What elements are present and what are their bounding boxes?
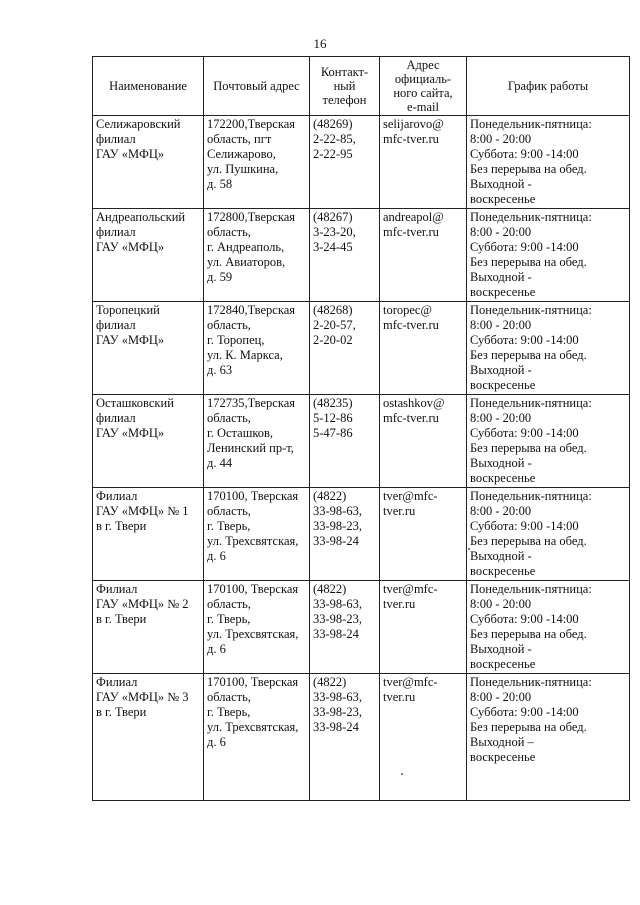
cell-address-line: 170100, Тверская bbox=[207, 489, 299, 503]
cell-schedule-line: Без перерыва на обед. bbox=[470, 255, 587, 269]
cell-schedule-line: Понедельник-пятница: bbox=[470, 675, 592, 689]
cell-phone-line: 2-22-95 bbox=[313, 147, 353, 161]
cell-website bbox=[380, 209, 467, 302]
cell-name-line: филиал bbox=[96, 411, 136, 425]
cell-phone-line: 5-47-86 bbox=[313, 426, 353, 440]
cell-address-line: область, bbox=[207, 690, 251, 704]
header-phone-line: ный bbox=[333, 79, 356, 93]
cell-address-line: ул. Авиаторов, bbox=[207, 255, 286, 269]
cell-schedule-line: воскресенье bbox=[470, 564, 536, 578]
cell-schedule-line: Суббота: 9:00 -14:00 bbox=[470, 333, 579, 347]
cell-schedule-line: Понедельник-пятница: bbox=[470, 396, 592, 410]
header-schedule: График работы bbox=[467, 57, 630, 116]
cell-schedule bbox=[467, 116, 630, 209]
branch-table bbox=[92, 56, 630, 801]
cell-phone-line: 2-20-57, bbox=[313, 318, 356, 332]
table-row bbox=[93, 674, 630, 801]
cell-schedule-line: Выходной - bbox=[470, 642, 532, 656]
cell-address-line: область, bbox=[207, 504, 251, 518]
cell-website bbox=[380, 116, 467, 209]
cell-website bbox=[380, 488, 467, 581]
table-row bbox=[93, 302, 630, 395]
cell-schedule-line: Понедельник-пятница: bbox=[470, 489, 592, 503]
cell-name-line: Андреапольский bbox=[96, 210, 186, 224]
cell-schedule-line: Выходной - bbox=[470, 456, 532, 470]
cell-name-line: ГАУ «МФЦ» № 1 bbox=[96, 504, 189, 518]
cell-schedule-line: Понедельник-пятница: bbox=[470, 210, 592, 224]
cell-schedule-line: Без перерыва на обед. bbox=[470, 627, 587, 641]
cell-phone-line: 33-98-63, bbox=[313, 504, 362, 518]
cell-phone-line: 33-98-63, bbox=[313, 690, 362, 704]
header-website-line: Адрес bbox=[406, 58, 440, 72]
cell-name-line: Филиал bbox=[96, 489, 138, 503]
cell-address-line: 170100, Тверская bbox=[207, 675, 299, 689]
cell-address-line: Ленинский пр-т, bbox=[207, 441, 294, 455]
page-number: 16 bbox=[313, 36, 327, 51]
cell-schedule-line: 8:00 - 20:00 bbox=[470, 411, 532, 425]
cell-address-line: д. 6 bbox=[207, 549, 226, 563]
cell-schedule bbox=[467, 581, 630, 674]
cell-name-line: ГАУ «МФЦ» bbox=[96, 426, 165, 440]
cell-address-line: д. 6 bbox=[207, 642, 226, 656]
cell-address-line: ул. Трехсвятская, bbox=[207, 720, 299, 734]
table-row bbox=[93, 116, 630, 209]
cell-schedule-line: Выходной - bbox=[470, 270, 532, 284]
table-row bbox=[93, 581, 630, 674]
cell-website bbox=[380, 674, 467, 801]
scan-speck bbox=[401, 773, 403, 775]
cell-phone-line: 33-98-23, bbox=[313, 612, 362, 626]
header-website-line: официаль- bbox=[394, 72, 452, 86]
cell-phone-line: (4822) bbox=[313, 489, 347, 503]
cell-phone-line: 3-24-45 bbox=[313, 240, 353, 254]
cell-phone-line: 33-98-23, bbox=[313, 705, 362, 719]
cell-schedule-line: Понедельник-пятница: bbox=[470, 582, 592, 596]
cell-phone bbox=[310, 581, 380, 674]
cell-address bbox=[204, 116, 310, 209]
cell-schedule bbox=[467, 674, 630, 801]
cell-schedule bbox=[467, 488, 630, 581]
cell-schedule-line: Понедельник-пятница: bbox=[470, 303, 592, 317]
cell-phone-line: (48235) bbox=[313, 396, 353, 410]
cell-address-line: 170100, Тверская bbox=[207, 582, 299, 596]
cell-address-line: д. 63 bbox=[207, 363, 233, 377]
cell-phone-line: (4822) bbox=[313, 675, 347, 689]
scan-speck bbox=[468, 548, 470, 550]
table-row bbox=[93, 209, 630, 302]
header-name: Наименование bbox=[93, 57, 204, 116]
header-website-line: e-mail bbox=[407, 100, 439, 114]
cell-name bbox=[93, 581, 204, 674]
cell-phone-line: 33-98-63, bbox=[313, 597, 362, 611]
cell-name bbox=[93, 302, 204, 395]
cell-phone bbox=[310, 116, 380, 209]
cell-schedule-line: Суббота: 9:00 -14:00 bbox=[470, 519, 579, 533]
cell-schedule bbox=[467, 395, 630, 488]
cell-schedule-line: воскресенье bbox=[470, 750, 536, 764]
cell-phone bbox=[310, 488, 380, 581]
cell-schedule-line: Без перерыва на обед. bbox=[470, 441, 587, 455]
header-phone bbox=[310, 57, 380, 116]
table-header-row bbox=[93, 57, 630, 116]
cell-name-line: Осташковский bbox=[96, 396, 174, 410]
cell-schedule-line: Суббота: 9:00 -14:00 bbox=[470, 147, 579, 161]
cell-name-line: филиал bbox=[96, 318, 136, 332]
cell-website-line: ostashkov@ bbox=[383, 396, 445, 410]
table-body bbox=[93, 116, 630, 801]
cell-address bbox=[204, 395, 310, 488]
cell-name-line: Торопецкий bbox=[96, 303, 160, 317]
cell-name-line: филиал bbox=[96, 132, 136, 146]
cell-schedule-line: 8:00 - 20:00 bbox=[470, 597, 532, 611]
cell-name-line: Филиал bbox=[96, 582, 138, 596]
cell-name bbox=[93, 395, 204, 488]
cell-schedule-line: Выходной – bbox=[470, 735, 534, 749]
cell-schedule-line: 8:00 - 20:00 bbox=[470, 318, 532, 332]
cell-phone-line: 2-22-85, bbox=[313, 132, 356, 146]
cell-schedule-line: 8:00 - 20:00 bbox=[470, 504, 532, 518]
cell-address-line: г. Тверь, bbox=[207, 705, 251, 719]
cell-schedule bbox=[467, 209, 630, 302]
cell-phone-line: (48267) bbox=[313, 210, 353, 224]
cell-name-line: ГАУ «МФЦ» bbox=[96, 240, 165, 254]
cell-website-line: mfc-tver.ru bbox=[383, 225, 439, 239]
cell-address-line: 172800,Тверская bbox=[207, 210, 295, 224]
cell-address-line: ул. Трехсвятская, bbox=[207, 627, 299, 641]
cell-phone-line: 3-23-20, bbox=[313, 225, 356, 239]
cell-schedule-line: Суббота: 9:00 -14:00 bbox=[470, 705, 579, 719]
cell-phone-line: 2-20-02 bbox=[313, 333, 353, 347]
cell-address-line: область, bbox=[207, 318, 251, 332]
cell-name-line: ГАУ «МФЦ» № 3 bbox=[96, 690, 189, 704]
cell-website-line: tver.ru bbox=[383, 597, 416, 611]
cell-schedule-line: Без перерыва на обед. bbox=[470, 534, 587, 548]
cell-address-line: ул. К. Маркса, bbox=[207, 348, 283, 362]
cell-schedule-line: Выходной - bbox=[470, 363, 532, 377]
cell-schedule-line: воскресенье bbox=[470, 657, 536, 671]
cell-address-line: Селижарово, bbox=[207, 147, 276, 161]
cell-website bbox=[380, 302, 467, 395]
cell-name-line: в г. Твери bbox=[96, 612, 147, 626]
cell-name-line: филиал bbox=[96, 225, 136, 239]
cell-schedule-line: воскресенье bbox=[470, 285, 536, 299]
cell-address-line: 172735,Тверская bbox=[207, 396, 295, 410]
cell-website-line: tver@mfc- bbox=[383, 489, 438, 503]
cell-website-line: tver.ru bbox=[383, 504, 416, 518]
cell-name-line: ГАУ «МФЦ» № 2 bbox=[96, 597, 189, 611]
cell-address-line: д. 58 bbox=[207, 177, 233, 191]
cell-schedule-line: 8:00 - 20:00 bbox=[470, 225, 532, 239]
cell-address-line: г. Андреаполь, bbox=[207, 240, 285, 254]
cell-website-line: mfc-tver.ru bbox=[383, 411, 439, 425]
cell-schedule bbox=[467, 302, 630, 395]
cell-address-line: г. Торопец, bbox=[207, 333, 265, 347]
cell-address-line: ул. Трехсвятская, bbox=[207, 534, 299, 548]
header-address: Почтовый адрес bbox=[204, 57, 310, 116]
cell-address bbox=[204, 488, 310, 581]
cell-name-line: Селижаровский bbox=[96, 117, 181, 131]
cell-phone-line: 33-98-24 bbox=[313, 720, 359, 734]
cell-schedule-line: воскресенье bbox=[470, 378, 536, 392]
cell-name-line: ГАУ «МФЦ» bbox=[96, 333, 165, 347]
cell-address-line: область, bbox=[207, 225, 251, 239]
cell-phone-line: 5-12-86 bbox=[313, 411, 353, 425]
cell-website bbox=[380, 395, 467, 488]
cell-schedule-line: Без перерыва на обед. bbox=[470, 720, 587, 734]
cell-address bbox=[204, 674, 310, 801]
cell-name-line: ГАУ «МФЦ» bbox=[96, 147, 165, 161]
cell-phone-line: 33-98-24 bbox=[313, 627, 359, 641]
table-row bbox=[93, 395, 630, 488]
cell-phone bbox=[310, 674, 380, 801]
cell-name bbox=[93, 209, 204, 302]
cell-website-line: toropec@ bbox=[383, 303, 432, 317]
cell-website bbox=[380, 581, 467, 674]
cell-address-line: г. Тверь, bbox=[207, 519, 251, 533]
cell-address-line: д. 44 bbox=[207, 456, 233, 470]
cell-website-line: tver@mfc- bbox=[383, 582, 438, 596]
cell-phone-line: 33-98-23, bbox=[313, 519, 362, 533]
cell-address-line: г. Тверь, bbox=[207, 612, 251, 626]
cell-website-line: tver.ru bbox=[383, 690, 416, 704]
cell-schedule-line: Суббота: 9:00 -14:00 bbox=[470, 426, 579, 440]
cell-name bbox=[93, 116, 204, 209]
cell-address bbox=[204, 581, 310, 674]
cell-schedule-line: воскресенье bbox=[470, 192, 536, 206]
cell-address bbox=[204, 209, 310, 302]
cell-name bbox=[93, 674, 204, 801]
cell-schedule-line: Понедельник-пятница: bbox=[470, 117, 592, 131]
cell-website-line: tver@mfc- bbox=[383, 675, 438, 689]
cell-schedule-line: Без перерыва на обед. bbox=[470, 162, 587, 176]
cell-schedule-line: Без перерыва на обед. bbox=[470, 348, 587, 362]
header-website bbox=[380, 57, 467, 116]
cell-phone-line: (4822) bbox=[313, 582, 347, 596]
cell-address-line: 172840,Тверская bbox=[207, 303, 295, 317]
cell-address-line: 172200,Тверская bbox=[207, 117, 295, 131]
cell-name-line: Филиал bbox=[96, 675, 138, 689]
cell-phone-line: (48269) bbox=[313, 117, 353, 131]
cell-phone bbox=[310, 395, 380, 488]
cell-website-line: selijarovo@ bbox=[383, 117, 444, 131]
cell-website-line: mfc-tver.ru bbox=[383, 132, 439, 146]
cell-schedule-line: 8:00 - 20:00 bbox=[470, 132, 532, 146]
cell-website-line: andreapol@ bbox=[383, 210, 444, 224]
header-phone-line: Контакт- bbox=[320, 65, 369, 79]
cell-phone-line: 33-98-24 bbox=[313, 534, 359, 548]
header-website-line: ного сайта, bbox=[393, 86, 453, 100]
cell-address-line: область, пгт bbox=[207, 132, 272, 146]
cell-name bbox=[93, 488, 204, 581]
cell-address-line: д. 6 bbox=[207, 735, 226, 749]
cell-website-line: mfc-tver.ru bbox=[383, 318, 439, 332]
cell-address-line: г. Осташков, bbox=[207, 426, 274, 440]
cell-schedule-line: 8:00 - 20:00 bbox=[470, 690, 532, 704]
cell-address-line: д. 59 bbox=[207, 270, 233, 284]
cell-address-line: ул. Пушкина, bbox=[207, 162, 279, 176]
cell-phone bbox=[310, 209, 380, 302]
cell-schedule-line: Выходной - bbox=[470, 177, 532, 191]
cell-phone bbox=[310, 302, 380, 395]
header-phone-line: телефон bbox=[322, 93, 367, 107]
cell-schedule-line: воскресенье bbox=[470, 471, 536, 485]
table-row bbox=[93, 488, 630, 581]
cell-name-line: в г. Твери bbox=[96, 705, 147, 719]
cell-schedule-line: Суббота: 9:00 -14:00 bbox=[470, 240, 579, 254]
cell-schedule-line: Суббота: 9:00 -14:00 bbox=[470, 612, 579, 626]
cell-address bbox=[204, 302, 310, 395]
cell-address-line: область, bbox=[207, 411, 251, 425]
cell-address-line: область, bbox=[207, 597, 251, 611]
cell-phone-line: (48268) bbox=[313, 303, 353, 317]
cell-name-line: в г. Твери bbox=[96, 519, 147, 533]
cell-schedule-line: Выходной - bbox=[470, 549, 532, 563]
